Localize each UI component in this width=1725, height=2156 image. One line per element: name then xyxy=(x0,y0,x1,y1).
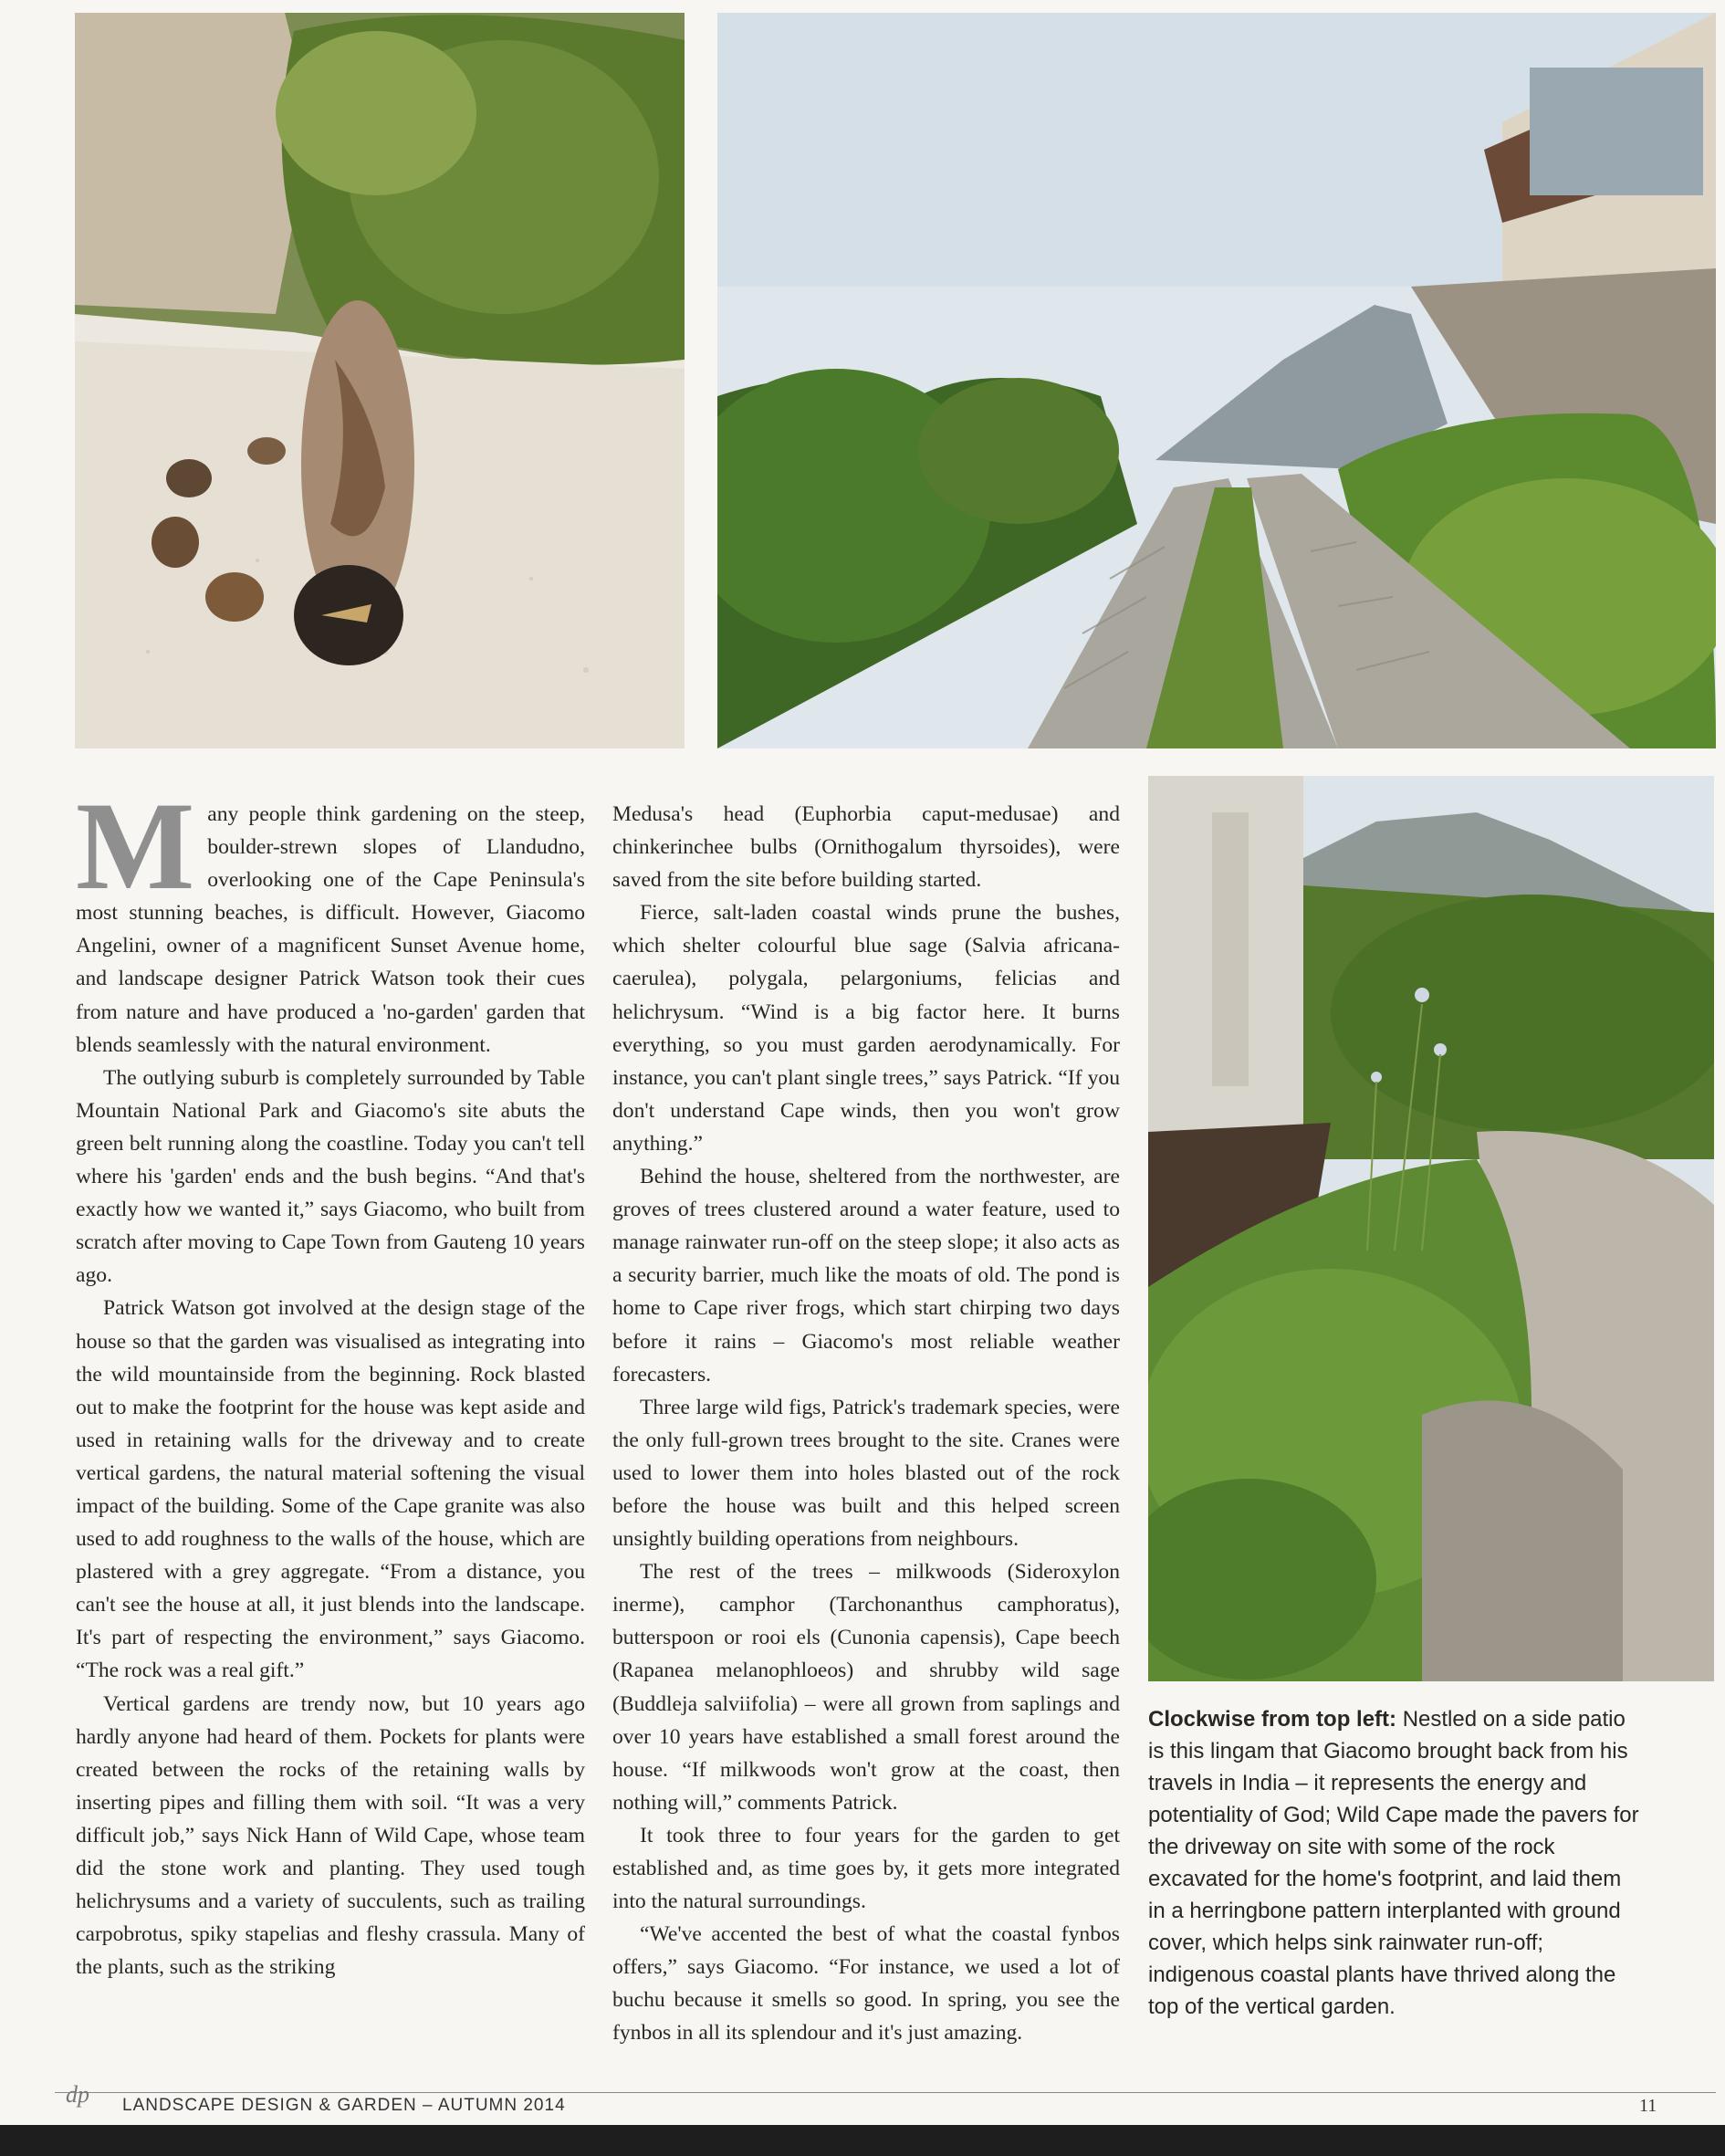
article-paragraph-6: Fierce, salt-laden coastal winds prune the bushes, which shelter colourful blue sage (Salvia africana-caerulea), polygala, pelargoniums, felicias and helichrysum. “Wind is a big factor here. It burns everything, so you must garden aerodynamically. For instance, you can't plant single trees,” says Patrick. “If you don't understand Cape winds, then you won't grow anything.” xyxy=(612,901,1120,1156)
article-paragraph-4: Vertical gardens are trendy now, but 10 years ago hardly anyone had heard of them. Pockets for plants were created between the rocks of the retaining walls by inserting pipes and filling them with soil. “It was a very difficult job,” says Nick Hann of Wild Cape, whose team did the stone work and planting. They used tough helichrysums and a variety of succulents, such as trailing carpobrotus, spiky stapelias and fleshy crassula. Many of the plants, such as the striking xyxy=(76,1691,585,1980)
drop-cap: M xyxy=(76,776,195,916)
article-paragraph-3: Patrick Watson got involved at the design stage of the house so that the garden was visualised as integrating into the wild mountainside from the beginning. Rock blasted out to make the footprint for the house was kept aside and used in retaining walls for the driveway and to create vertical gardens, the natural material softening the visual impact of the building. Some of the Cape granite was also used to add roughness to the walls of the house, which are plastered with a grey aggregate. “From a distance, you can't see the house at all, it just blends into the landscape. It's part of respecting the environment,” says Giacomo. “The rock was a real gift.” xyxy=(76,1296,585,1683)
caption-text: Nestled on a side patio is this lingam that Giacomo brought back from his travels in India – it represents the energy and potentiality of God; Wild Cape made the pavers for the driveway on site with some of the rock excavated for the home's footprint, and laid them in a herringbone pattern interplanted with ground cover, which helps sink rainwater run-off; indigenous coastal plants have thrived along the top of the vertical garden. xyxy=(1148,1707,1639,2019)
paragraph-text: any people think gardening on the steep, boulder-strewn slopes of Llandudno, overlooking one of the Cape Peninsula's most stunning beaches, is difficult. However, Giacomo Angelini, owner of a magnificent Sunset Avenue home, and landscape designer Patrick Watson took their cues from nature and have produced a 'no-garden' garden that blends seamlessly with the natural environment. xyxy=(76,802,585,1057)
article-paragraph-7: Behind the house, sheltered from the northwester, are groves of trees clustered around a water feature, used to manage rainwater run-off on the steep slope; it also acts as a security barrier, much like the moats of old. The pond is home to Cape river frogs, which start chirping two days before it rains – Giacomo's most reliable weather forecasters. xyxy=(612,1165,1120,1387)
footer-publication: LANDSCAPE DESIGN & GARDEN – AUTUMN 2014 xyxy=(122,2096,566,2115)
article-paragraph-2: The outlying suburb is completely surrounded by Table Mountain National Park and Giacomo's site abuts the green belt running along the coastline. Today you can't tell where his 'garden' ends and the bush begins. “And that's exactly how we wanted it,” says Giacomo, who built from scratch after moving to Cape Town from Gauteng 10 years ago. xyxy=(76,1065,585,1288)
driveway-photo xyxy=(717,13,1716,748)
article-paragraph-8: Three large wild figs, Patrick's trademark species, were the only full-grown trees brought to the site. Cranes were used to lower them into holes blasted out of the rock before the house was built and this helped screen unsightly building operations from neighbours. xyxy=(612,1395,1120,1552)
footer-logo: dp xyxy=(66,2081,89,2108)
page-number: 11 xyxy=(1639,2096,1657,2116)
article-paragraph-11: “We've accented the best of what the coastal fynbos offers,” says Giacomo. “For instance, we used a lot of buchu because it smells so good. In spring, you see the fynbos in all its splendour and it's just amazing. xyxy=(612,1922,1120,2046)
article-paragraph-1 xyxy=(76,776,585,1062)
article-column-1 xyxy=(76,776,585,1983)
scan-edge xyxy=(0,2125,1725,2156)
article-paragraph-5: Medusa's head (Euphorbia caput-medusae) and chinkerinchee bulbs (Ornithogalum thyrsoides), were saved from the site before building started. xyxy=(612,802,1120,893)
vertical-garden-photo xyxy=(1148,776,1714,1681)
article-paragraph-10: It took three to four years for the garden to get established and, as time goes by, it gets more integrated into the natural surroundings. xyxy=(612,1823,1120,1914)
lingam-photo xyxy=(75,13,685,748)
caption-lead: Clockwise from top left: xyxy=(1148,1707,1397,1732)
footer-rule xyxy=(55,2092,1716,2093)
photo-caption xyxy=(1148,1703,1641,2023)
article-paragraph-9: The rest of the trees – milkwoods (Sideroxylon inerme), camphor (Tarchonanthus camphoratus), butterspoon or rooi els (Cunonia capensis), Cape beech (Rapanea melanophloeos) and shrubby wild sage (Buddleja salviifolia) – were all grown from saplings and over 10 years have established a small forest around the house. “If milkwoods won't grow at the coast, then nothing will,” comments Patrick. xyxy=(612,1560,1120,1815)
article-column-2 xyxy=(612,798,1120,2050)
